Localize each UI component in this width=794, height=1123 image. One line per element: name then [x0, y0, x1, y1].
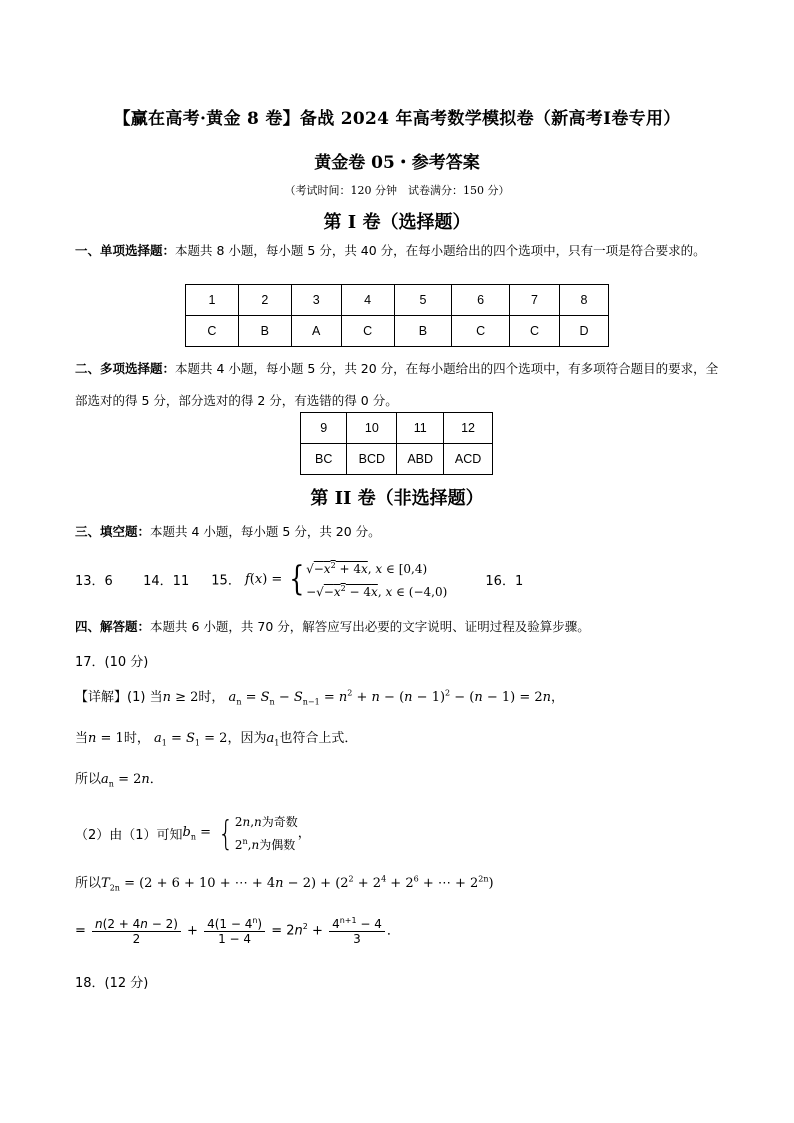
solution-desc: 本题共 6 小题，共 70 分，解答应写出必要的文字说明、证明过程及验算步骤。 [150, 619, 590, 634]
document-subtitle: 黄金卷 05・参考答案 [314, 153, 480, 173]
fill-blank-desc: 本题共 4 小题，每小题 5 分，共 20 分。 [150, 524, 381, 539]
part1-heading: 第 I 卷（选择题） [323, 212, 471, 233]
table-cell: 7 [510, 285, 560, 316]
table-cell: 5 [394, 285, 452, 316]
document-title: 【赢在高考·黄金 8 卷】备战 2024 年高考数学模拟卷（新高考Ⅰ卷专用） [113, 109, 681, 129]
table-cell: C [510, 316, 560, 347]
q17-n1-line: 当n = 1时， $a_1 = S_1 = 2$，因为$a_1$也符合上式． [75, 731, 358, 748]
q17-part1-prefix: (1) 当 [127, 690, 163, 705]
answer-14: 14．11 [143, 573, 190, 589]
fill-blank-answers [75, 556, 523, 602]
table-cell: 11 [397, 413, 444, 444]
table-cell: 1 [186, 285, 239, 316]
case-even-label: 为偶数 [259, 838, 296, 852]
answer-15-label: 15． [211, 573, 241, 589]
detail-tag: 【详解】 [75, 690, 128, 705]
q17-line5: 所以 [75, 876, 102, 891]
q17-part2-prefix: （2）由（1）可知 [75, 828, 183, 843]
table-cell: 6 [452, 285, 510, 316]
table-cell: BC [301, 444, 347, 475]
q17-result-line: = $\frac{n(2 + 4n - 2)}{2}$ + $\frac{4(1 - 4^n)}{1 - 4}$ = $2n^2$ + $\frac{4^{n+1} - 4}{3}$ ． [75, 916, 400, 946]
single-choice-instructions [75, 240, 725, 262]
table-cell: C [452, 316, 510, 347]
table-cell: 2 [238, 285, 291, 316]
table-cell: A [291, 316, 341, 347]
q17-line2-c: ，因为 [227, 731, 267, 746]
answer-13: 13．6 [75, 573, 113, 589]
single-choice-label: 一、单项选择题： [75, 243, 176, 258]
exam-info: （考试时间：120 分钟 试卷满分：150 分） [284, 184, 510, 197]
q17-line2-a: 当 [75, 731, 89, 746]
q17-conclusion-line: 所以$a_n = 2n$． [75, 772, 163, 789]
solution-instructions [75, 616, 725, 638]
fill-blank-instructions [75, 521, 725, 543]
case-odd-label: 为奇数 [261, 815, 298, 829]
table-cell: BCD [347, 444, 397, 475]
fill-blank-label: 三、填空题： [75, 524, 151, 539]
q17-part1-line: 【详解】(1) 当n ≥ 2时， $a_n = S_n - S_{n-1} = n^2 + n - (n - 1)^2 - (n - 1) = 2n$， [75, 688, 565, 707]
q17-line2-d: 也符合上式． [279, 731, 358, 746]
answer-15-formula: $f(x) = \{√-x^2 + 4x$, x ∈ [0,4) $-√-x^2 - 4x$, x ∈ (−4,0) [244, 559, 448, 599]
q17-part2-line: （2）由（1）可知$b_n = \{2n,n$为奇数 2$^n$,n为偶数， [75, 813, 311, 854]
q17-heading: 17．(10 分) [75, 655, 149, 670]
table-cell: 9 [301, 413, 347, 444]
q18-heading: 18．(12 分) [75, 976, 149, 991]
q17-line3: 所以 [75, 772, 102, 787]
multi-choice-answer-table [300, 412, 493, 475]
multi-choice-label: 二、多项选择题： [75, 361, 176, 376]
table-cell: C [341, 316, 394, 347]
table-cell: 3 [291, 285, 341, 316]
table-cell: ACD [444, 444, 493, 475]
q17-line2-b: 时， [123, 731, 150, 746]
solution-label: 四、解答题： [75, 619, 151, 634]
single-choice-desc: 本题共 8 小题，每小题 5 分，共 40 分，在每小题给出的四个选项中，只有一项是符合要求的。 [175, 243, 706, 258]
q17-part1-cond: 时， [198, 690, 225, 705]
table-row [301, 444, 493, 475]
multi-choice-desc: 本题共 4 小题，每小题 5 分，共 20 分，在每小题给出的四个选项中，有多项符合题目的要求，全部选对的得 5 分，部分选对的得 2 分，有选错的得 0 分。 [75, 361, 719, 408]
table-row [186, 285, 609, 316]
part2-heading: 第 II 卷（非选择题） [310, 488, 484, 509]
table-cell: 10 [347, 413, 397, 444]
table-cell: D [559, 316, 608, 347]
single-choice-answer-table [185, 284, 609, 347]
q17-sum-line: 所以$T_{2n} = (2 + 6 + 10$ + ⋯ + $4n - 2) + (2^2 + 2^4 + 2^6$ + ⋯ + $2^{2n}$) [75, 874, 494, 893]
table-cell: ABD [397, 444, 444, 475]
table-cell: B [394, 316, 452, 347]
table-cell: 8 [559, 285, 608, 316]
multi-choice-instructions [75, 353, 725, 417]
table-cell: 12 [444, 413, 493, 444]
table-cell: C [186, 316, 239, 347]
table-cell: 4 [341, 285, 394, 316]
table-row [186, 316, 609, 347]
table-row [301, 413, 493, 444]
answer-16: 16．1 [485, 573, 524, 589]
table-cell: B [238, 316, 291, 347]
